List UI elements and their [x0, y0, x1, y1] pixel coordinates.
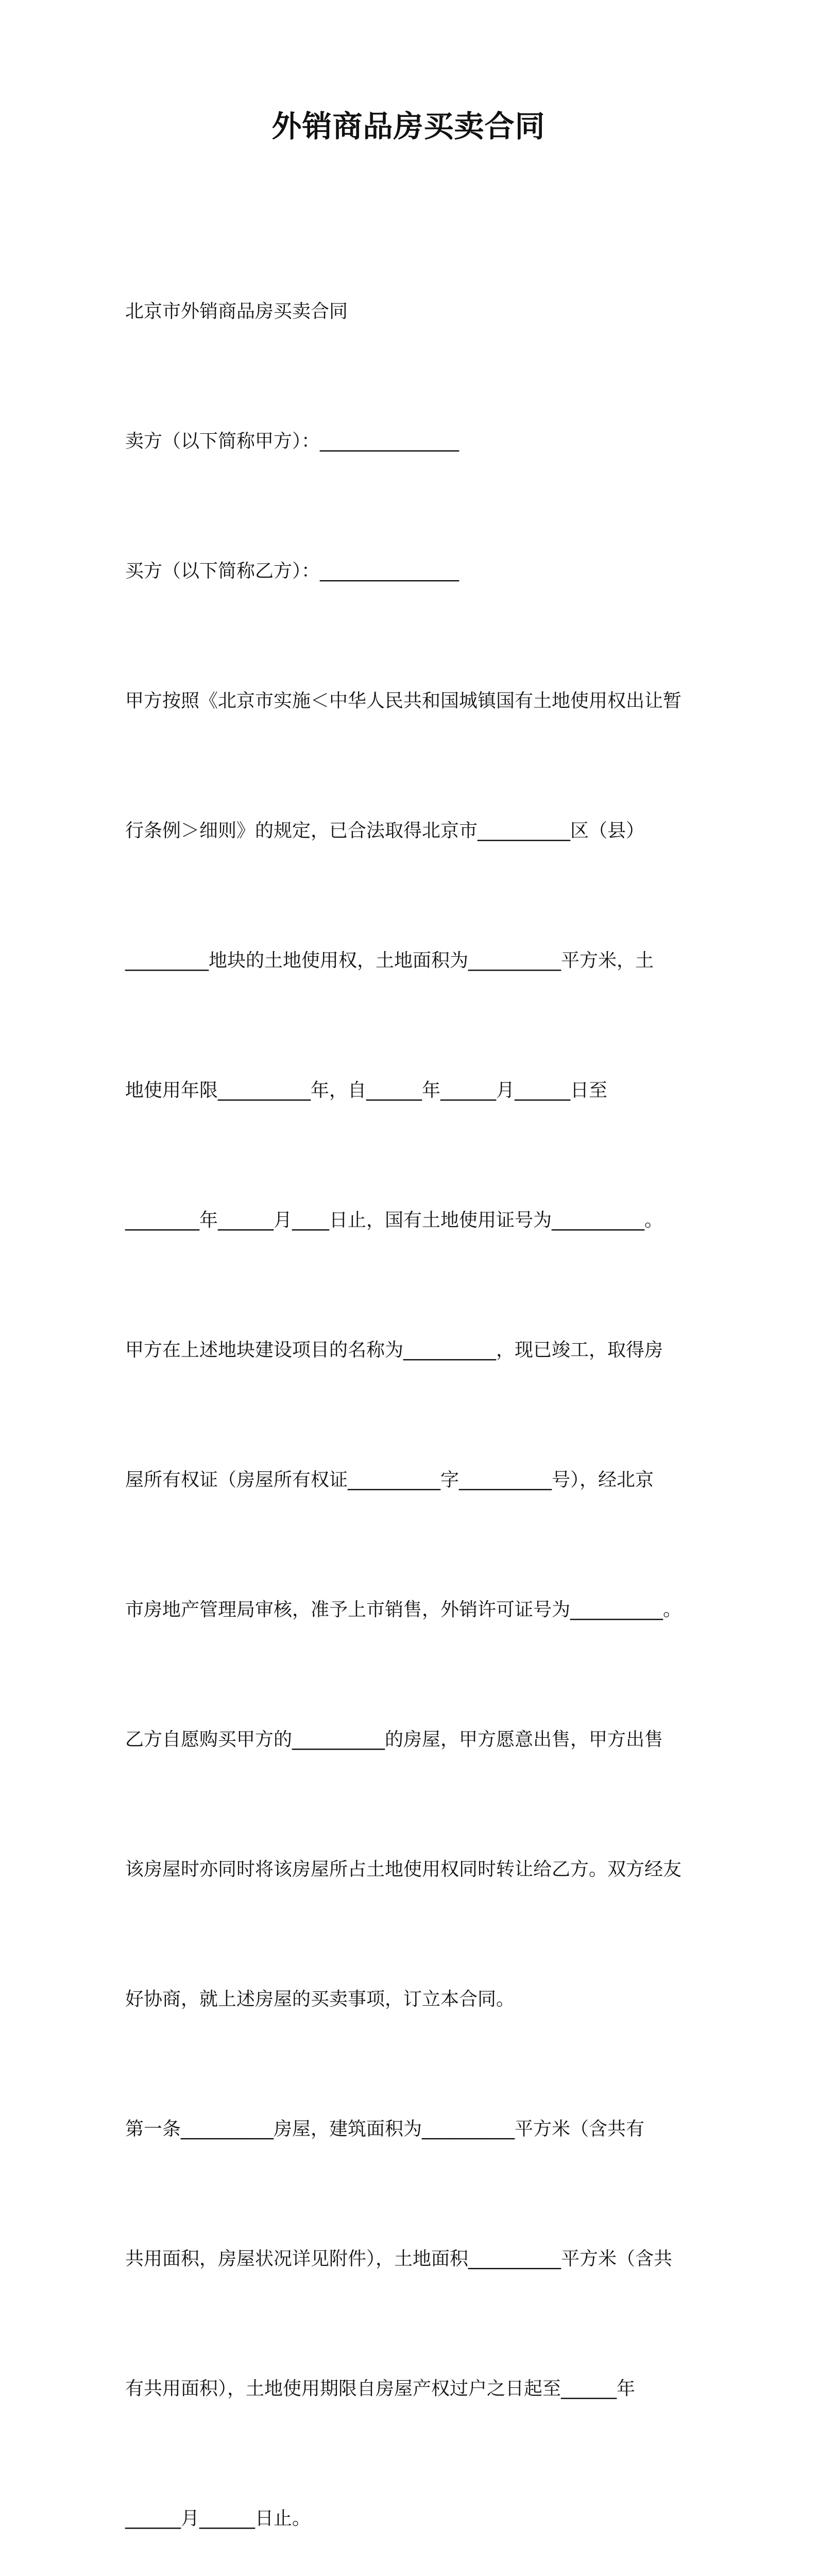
- contract-heading: 北京市外销商品房买卖合同: [125, 301, 348, 322]
- document-body: [125, 204, 707, 2576]
- body-line: 好协商，就上述房屋的买卖事项，订立本合同。: [125, 1989, 515, 2010]
- body-line: 有共用面积），土地使用期限自房屋产权过户之日起至______年: [125, 2378, 636, 2399]
- document-title: 外销商品房买卖合同: [271, 109, 546, 144]
- body-line: 该房屋时亦同时将该房屋所占土地使用权同时转让给乙方。双方经友: [125, 1859, 682, 1880]
- body-line: 市房地产管理局审核，准予上市销售，外销许可证号为__________。: [125, 1599, 682, 1620]
- article-one-line: 第一条__________房屋，建筑面积为__________平方米（含共有: [125, 2119, 645, 2140]
- body-line: 屋所有权证（房屋所有权证__________字__________号），经北京: [125, 1469, 654, 1490]
- body-line: 乙方自愿购买甲方的__________的房屋，甲方愿意出售，甲方出售: [125, 1729, 663, 1750]
- body-line: _________地块的土地使用权，土地面积为__________平方米，土: [125, 950, 654, 971]
- body-line: ________年______月____日止，国有土地使用证号为__________。: [125, 1210, 663, 1231]
- body-line: ______月______日止。: [125, 2508, 311, 2529]
- body-line: 地使用年限__________年，自______年______月______日至: [125, 1080, 608, 1101]
- seller-line: 卖方（以下简称甲方）：_______________: [125, 431, 459, 452]
- buyer-line: 买方（以下简称乙方）：_______________: [125, 561, 459, 582]
- body-line: 甲方按照《北京市实施＜中华人民共和国城镇国有土地使用权出让暂: [125, 690, 682, 711]
- body-line: 甲方在上述地块建设项目的名称为__________，现已竣工，取得房: [125, 1340, 663, 1361]
- body-line: 共用面积，房屋状况详见附件），土地面积__________平方米（含共: [125, 2248, 673, 2269]
- body-line: 行条例＞细则》的规定，已合法取得北京市__________区（县）: [125, 820, 645, 841]
